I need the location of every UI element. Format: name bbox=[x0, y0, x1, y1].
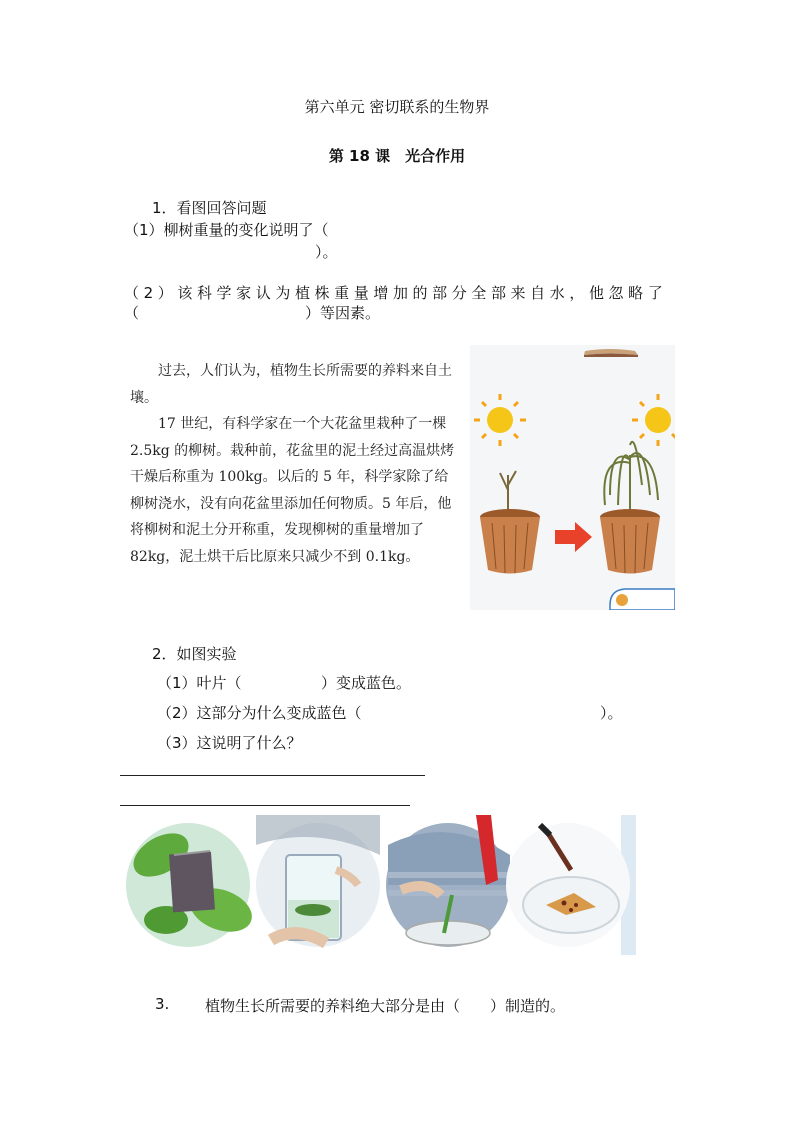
story-passage bbox=[130, 358, 460, 570]
question-2-part2-close: ）。 bbox=[600, 704, 623, 722]
question-1-part1-close: ）。 bbox=[315, 243, 338, 261]
question-1-part2-open: （ bbox=[124, 304, 140, 322]
flowerpot-icon bbox=[600, 509, 660, 574]
question-1-part2: （2）该科学家认为植株重量增加的部分全部来自水，他忽略了 bbox=[124, 284, 668, 302]
question-2-part3: （3）这说明了什么？ bbox=[157, 734, 302, 752]
answer-line bbox=[120, 775, 425, 776]
story-paragraph-1: 过去，人们认为，植物生长所需要的养料来自土壤。 bbox=[130, 363, 452, 406]
publisher-badge-icon bbox=[610, 589, 675, 610]
story-paragraph-2: 17 世纪，有科学家在一个大花盆里栽种了一棵 2.5kg 的柳树。栽种前，花盆里的泥土经过高温烘烤干燥后称重为 100kg。以后的 5 年，科学家除了给柳树浇水，没有向花盆里添加任何物质。5 年后，他将柳树和泥土分开称重，发现柳树的重量增加了 82kg，泥土烘干后比原来只减少不到 0.1kg。 bbox=[130, 416, 455, 565]
beaker-photo bbox=[256, 815, 380, 947]
question-1-part1: （1）柳树重量的变化说明了（ bbox=[124, 221, 329, 239]
question-1-title: 1．看图回答问题 bbox=[152, 199, 267, 217]
experiment-photos bbox=[126, 815, 636, 955]
unit-title: 第六单元 密切联系的生物界 bbox=[304, 98, 490, 116]
willow-illustration bbox=[470, 345, 675, 610]
question-3-number: 3. bbox=[155, 995, 170, 1013]
flowerpot-icon bbox=[480, 509, 540, 574]
question-2-title: 2．如图实验 bbox=[152, 645, 237, 663]
question-3-text: 植物生长所需要的养料绝大部分是由（ ）制造的。 bbox=[205, 997, 566, 1015]
answer-line bbox=[120, 805, 410, 806]
petri-dish-photo bbox=[386, 815, 510, 947]
question-2-part1-close: ）变成蓝色。 bbox=[321, 674, 412, 692]
question-1-part2-close: ）等因素。 bbox=[305, 304, 381, 322]
leaf-foil-photo bbox=[126, 823, 258, 947]
lesson-title: 第 18 课 光合作用 bbox=[328, 147, 466, 165]
question-2-part1-open: （1）叶片（ bbox=[157, 674, 242, 692]
question-2-part2-open: （2）这部分为什么变成蓝色（ bbox=[157, 704, 362, 722]
iodine-dropper-photo bbox=[506, 823, 630, 947]
